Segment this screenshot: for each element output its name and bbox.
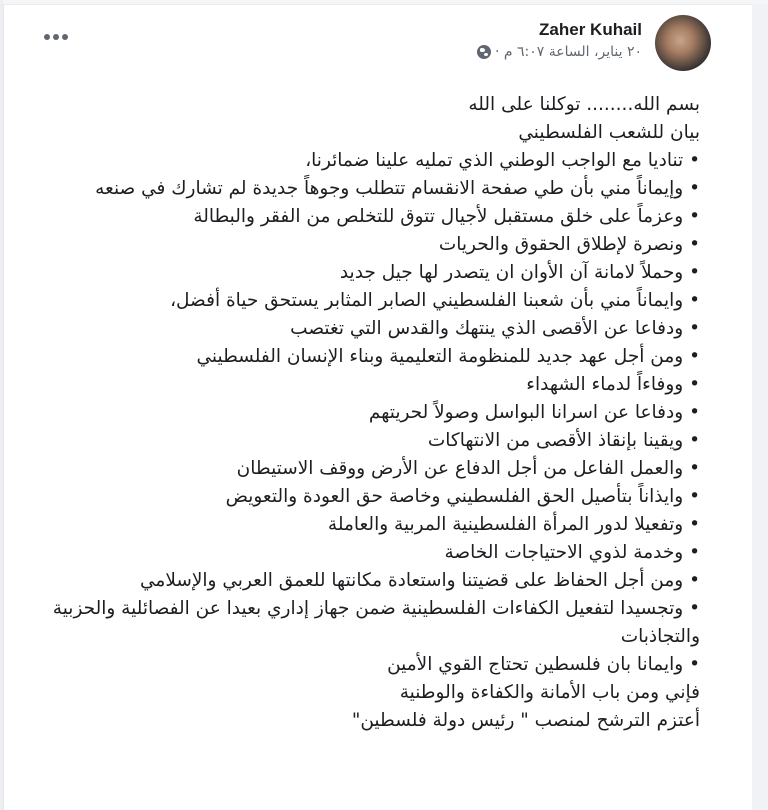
bullet-item: • وعزماً على خلق مستقبل لأجيال تتوق للتخلص من الفقر والبطالة — [0, 203, 700, 231]
post-timestamp-link[interactable]: ٢٠ يناير، الساعة ٦:٠٧ م · — [494, 44, 642, 60]
more-options-icon — [62, 34, 68, 40]
more-options-icon — [44, 34, 50, 40]
bullet-item: • ونصرة لإطلاق الحقوق والحريات — [0, 231, 700, 259]
post-meta — [477, 44, 642, 60]
post-body — [0, 91, 700, 735]
bullet-item: • وتجسيدا لتفعيل الكفاءات الفلسطينية ضمن جهاز إداري بعيدا عن الفصائلية والحزبية والتجاذبات — [0, 595, 700, 651]
globe-icon[interactable] — [477, 45, 491, 59]
more-options-button[interactable] — [44, 34, 68, 40]
post-line: بيان للشعب الفلسطيني — [518, 122, 700, 143]
post-line: بسم الله........ توكلنا على الله — [468, 94, 700, 115]
bullet-item: • ووفاءاً لدماء الشهداء — [0, 371, 700, 399]
bullet-item: • ويقينا بإنقاذ الأقصى من الانتهاكات — [0, 427, 700, 455]
more-options-icon — [53, 34, 59, 40]
bullet-item: • ومن أجل عهد جديد للمنظومة التعليمية وبناء الإنسان الفلسطيني — [0, 343, 700, 371]
avatar[interactable] — [655, 15, 711, 71]
bullet-item: • وإيماناً مني بأن طي صفحة الانقسام تتطلب وجوهاً جديدة لم تشارك في صنعه — [0, 175, 700, 203]
bullet-item: • والعمل الفاعل من أجل الدفاع عن الأرض ووقف الاستيطان — [0, 455, 700, 483]
bullet-item: • وايمانا بان فلسطين تحتاج القوي الأمين — [0, 651, 700, 679]
author-name-link[interactable]: Zaher Kuhail — [539, 20, 642, 39]
bullet-item: • وايذاناً بتأصيل الحق الفلسطيني وخاصة حق العودة والتعويض — [0, 483, 700, 511]
bullet-item: • تناديا مع الواجب الوطني الذي تمليه علينا ضمائرنا، — [0, 147, 700, 175]
bullet-item: • ومن أجل الحفاظ على قضيتنا واستعادة مكانتها للعمق العربي والإسلامي — [0, 567, 700, 595]
bullet-item: • وحملاً لامانة آن الأوان ان يتصدر لها جيل جديد — [0, 259, 700, 287]
post-line: أعتزم الترشح لمنصب " رئيس دولة فلسطين" — [351, 710, 700, 731]
post-card — [3, 4, 752, 810]
post-line: فإني ومن باب الأمانة والكفاءة والوطنية — [399, 682, 700, 703]
bullet-item: • ودفاعا عن اسرانا البواسل وصولاً لحريتهم — [0, 399, 700, 427]
bullet-item: • وخدمة لذوي الاحتياجات الخاصة — [0, 539, 700, 567]
post-header — [477, 19, 642, 60]
bullet-item: • وتفعيلا لدور المرأة الفلسطينية المربية والعاملة — [0, 511, 700, 539]
bullet-item: • ودفاعا عن الأقصى الذي ينتهك والقدس التي تغتصب — [0, 315, 700, 343]
bullet-item: • وايماناً مني بأن شعبنا الفلسطيني الصابر المثابر يستحق حياة أفضل، — [0, 287, 700, 315]
